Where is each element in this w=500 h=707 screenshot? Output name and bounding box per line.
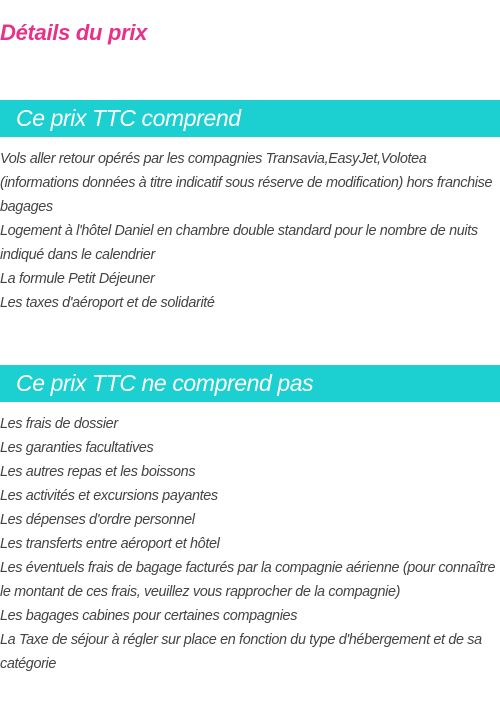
list-item: La formule Petit Déjeuner <box>0 271 155 287</box>
list-item: Logement à l'hôtel Daniel en chambre double standard pour le nombre de nuits indiqué dans le calendrier <box>0 223 478 263</box>
list-item: La Taxe de séjour à régler sur place en fonction du type d'hébergement et de sa catégorie <box>0 632 482 672</box>
included-list <box>0 147 500 315</box>
list-item: Les bagages cabines pour certaines compagnies <box>0 608 298 624</box>
list-item: Les garanties facultatives <box>0 440 154 456</box>
page-title: Détails du prix <box>0 20 148 45</box>
list-item: Vols aller retour opérés par les compagnies Transavia,EasyJet,Volotea (informations données à titre indicatif sous réserve de modification) hors franchise bagages <box>0 151 493 215</box>
list-item: Les autres repas et les boissons <box>0 464 196 480</box>
section-header-included <box>0 100 500 137</box>
list-item: Les taxes d'aéroport et de solidarité <box>0 295 215 311</box>
list-item: Les transferts entre aéroport et hôtel <box>0 536 220 552</box>
section-header-excluded <box>0 365 500 402</box>
list-item: Les activités et excursions payantes <box>0 488 218 504</box>
list-item: Les éventuels frais de bagage facturés par la compagnie aérienne (pour connaître le montant de ces frais, veuillez vous rapprocher de la compagnie) <box>0 560 496 600</box>
section-heading-included: Ce prix TTC comprend <box>16 105 241 131</box>
excluded-list <box>0 412 500 676</box>
section-heading-excluded: Ce prix TTC ne comprend pas <box>16 370 314 396</box>
list-item: Les dépenses d'ordre personnel <box>0 512 195 528</box>
list-item: Les frais de dossier <box>0 416 118 432</box>
